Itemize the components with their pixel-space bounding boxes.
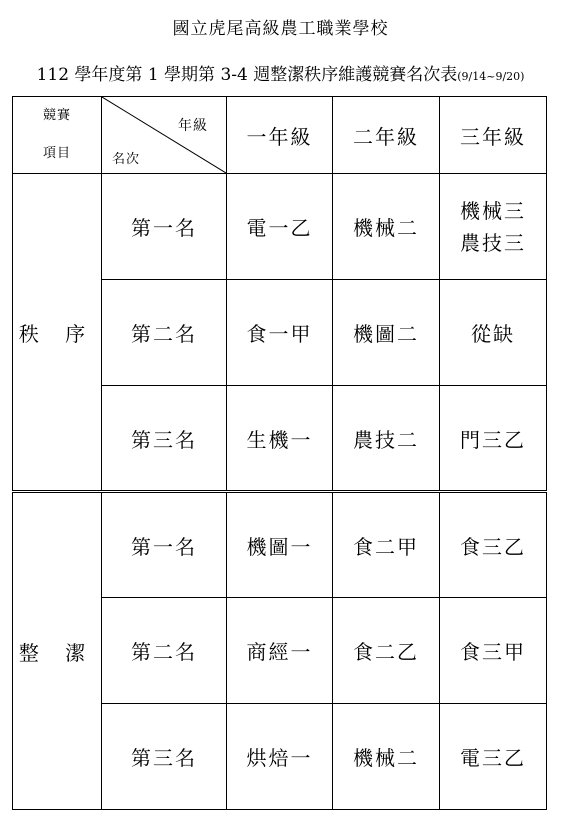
rank-cell: 第三名	[102, 386, 227, 492]
document-title	[0, 60, 561, 85]
header-row	[13, 97, 547, 174]
rank-cell: 第二名	[102, 280, 227, 386]
ranking-table	[12, 96, 547, 810]
grade3-cell: 食三乙	[440, 492, 547, 598]
rank-cell: 第一名	[102, 174, 227, 280]
category-cell-order: 秩 序	[13, 174, 102, 492]
document-title-main: 112 學年度第 1 學期第 3-4 週整潔秩序維護競賽名次表	[36, 65, 458, 85]
table-row	[13, 492, 547, 598]
grade1-cell: 電一乙	[227, 174, 333, 280]
grade3-cell: 門三乙	[440, 386, 547, 492]
grade1-cell: 機圖一	[227, 492, 333, 598]
category-header-bottom: 項目	[42, 146, 71, 161]
rank-cell: 第二名	[102, 598, 227, 704]
class-entry: 機械三	[460, 198, 526, 223]
category-header-top: 競賽	[42, 108, 71, 123]
grade2-cell: 食二乙	[333, 598, 440, 704]
rank-cell: 第一名	[102, 492, 227, 598]
grade2-cell: 機圖二	[333, 280, 440, 386]
grade1-cell: 商經一	[227, 598, 333, 704]
grade1-cell: 烘焙一	[227, 704, 333, 810]
grade2-cell: 機械二	[333, 174, 440, 280]
grade-header-1: 一年級	[227, 97, 333, 174]
diagonal-header-cell	[102, 97, 227, 174]
grade3-cell: 食三甲	[440, 598, 547, 704]
grade2-cell: 機械二	[333, 704, 440, 810]
date-range: (9/14~9/20)	[457, 70, 525, 83]
rank-cell: 第三名	[102, 704, 227, 810]
class-entry: 農技三	[460, 230, 526, 255]
grade2-cell: 農技二	[333, 386, 440, 492]
grade1-cell: 生機一	[227, 386, 333, 492]
grade2-cell: 食二甲	[333, 492, 440, 598]
grade3-cell: 從缺	[440, 280, 547, 386]
grade1-cell: 食一甲	[227, 280, 333, 386]
grade3-cell	[440, 174, 547, 280]
school-name: 國立虎尾高級農工職業學校	[172, 19, 389, 39]
grade-header-3: 三年級	[440, 97, 547, 174]
table-row	[13, 174, 547, 280]
diagonal-label-rank: 名次	[112, 152, 141, 167]
category-header-cell	[13, 97, 102, 174]
diagonal-label-grade: 年級	[178, 118, 208, 134]
category-cell-cleanliness: 整 潔	[13, 492, 102, 810]
grade3-cell: 電三乙	[440, 704, 547, 810]
grade-header-2: 二年級	[333, 97, 440, 174]
